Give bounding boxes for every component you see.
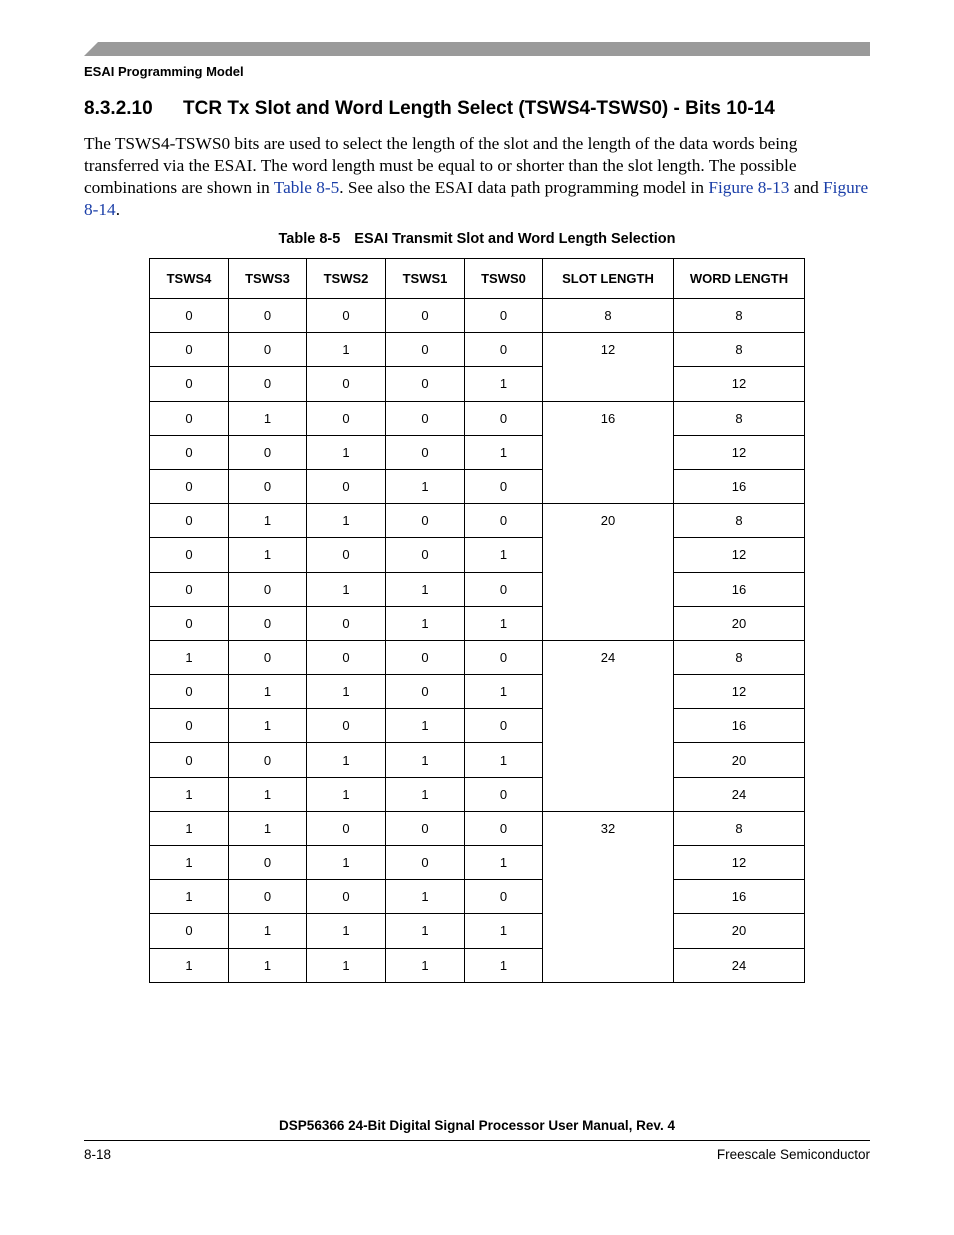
running-head: ESAI Programming Model (84, 64, 244, 79)
bit-cell-tsws1: 1 (386, 743, 465, 777)
table-row (150, 401, 805, 435)
table-row (150, 914, 805, 948)
table-row (150, 299, 805, 333)
bit-cell-tsws0: 1 (465, 846, 543, 880)
bit-cell-tsws1: 0 (386, 675, 465, 709)
bit-cell-tsws4: 1 (150, 777, 229, 811)
header-bar (84, 42, 870, 56)
bit-cell-tsws3: 0 (229, 333, 307, 367)
paragraph-text-1: The TSWS4-TSWS0 bits are used to select the length of the slot and the length of the data words being transferred via the ESAI. The word length must be equal to or shorter than the slot length. The possible combinations are shown in (84, 134, 798, 197)
bit-cell-tsws3: 0 (229, 572, 307, 606)
slot-length-cell: 20 (543, 504, 674, 641)
word-length-cell: 24 (674, 948, 805, 982)
bit-cell-tsws0: 0 (465, 777, 543, 811)
bit-cell-tsws2: 1 (307, 846, 386, 880)
header-tsws4: TSWS4 (150, 259, 229, 299)
bit-cell-tsws0: 0 (465, 811, 543, 845)
paragraph-text-4: . (115, 200, 121, 219)
section-heading (84, 98, 775, 120)
bit-cell-tsws4: 0 (150, 709, 229, 743)
table-row (150, 640, 805, 674)
bit-cell-tsws2: 0 (307, 709, 386, 743)
word-length-cell: 12 (674, 675, 805, 709)
bit-cell-tsws4: 1 (150, 846, 229, 880)
word-length-cell: 12 (674, 367, 805, 401)
bit-cell-tsws1: 1 (386, 914, 465, 948)
bit-cell-tsws1: 0 (386, 846, 465, 880)
bit-cell-tsws1: 1 (386, 469, 465, 503)
header-slot-length: SLOT LENGTH (543, 259, 674, 299)
table-row (150, 367, 805, 401)
header-tsws0: TSWS0 (465, 259, 543, 299)
word-length-cell: 8 (674, 333, 805, 367)
word-length-cell: 8 (674, 504, 805, 538)
bit-cell-tsws2: 0 (307, 469, 386, 503)
bit-cell-tsws0: 1 (465, 675, 543, 709)
word-length-cell: 16 (674, 880, 805, 914)
word-length-cell: 8 (674, 401, 805, 435)
table-caption (0, 231, 954, 247)
footer-divider (84, 1140, 870, 1141)
bit-cell-tsws4: 0 (150, 367, 229, 401)
header-word-length: WORD LENGTH (674, 259, 805, 299)
bit-cell-tsws0: 0 (465, 469, 543, 503)
bit-cell-tsws3: 1 (229, 675, 307, 709)
bit-cell-tsws2: 1 (307, 435, 386, 469)
bit-cell-tsws4: 0 (150, 606, 229, 640)
bit-cell-tsws1: 1 (386, 880, 465, 914)
bit-cell-tsws1: 0 (386, 333, 465, 367)
bit-cell-tsws3: 0 (229, 299, 307, 333)
table-row (150, 846, 805, 880)
header-tsws2: TSWS2 (307, 259, 386, 299)
bit-cell-tsws0: 0 (465, 880, 543, 914)
table-row (150, 811, 805, 845)
bit-cell-tsws0: 0 (465, 299, 543, 333)
header-bar-shape (84, 42, 870, 56)
slot-length-cell: 24 (543, 640, 674, 811)
word-length-cell: 12 (674, 846, 805, 880)
bit-cell-tsws2: 0 (307, 299, 386, 333)
header-tsws1: TSWS1 (386, 259, 465, 299)
slot-length-cell: 16 (543, 401, 674, 504)
word-length-cell: 20 (674, 743, 805, 777)
bit-cell-tsws3: 0 (229, 880, 307, 914)
bit-cell-tsws4: 0 (150, 504, 229, 538)
figure-8-13-link[interactable]: Figure 8-13 (708, 178, 790, 197)
word-length-cell: 20 (674, 606, 805, 640)
bit-cell-tsws1: 1 (386, 948, 465, 982)
bit-cell-tsws1: 1 (386, 777, 465, 811)
bit-cell-tsws3: 1 (229, 401, 307, 435)
table-row (150, 469, 805, 503)
bit-cell-tsws2: 1 (307, 333, 386, 367)
table-row (150, 606, 805, 640)
bit-cell-tsws2: 0 (307, 811, 386, 845)
bit-cell-tsws1: 0 (386, 299, 465, 333)
table-body (150, 299, 805, 983)
word-length-cell: 12 (674, 538, 805, 572)
bit-cell-tsws3: 0 (229, 743, 307, 777)
bit-cell-tsws2: 0 (307, 606, 386, 640)
bit-cell-tsws4: 1 (150, 948, 229, 982)
bit-cell-tsws4: 0 (150, 743, 229, 777)
table-caption-label: Table 8-5 (278, 231, 341, 247)
table-caption-text: ESAI Transmit Slot and Word Length Selection (354, 231, 676, 247)
table-row (150, 333, 805, 367)
bit-cell-tsws4: 0 (150, 538, 229, 572)
bit-cell-tsws0: 0 (465, 401, 543, 435)
table-row (150, 572, 805, 606)
bit-cell-tsws2: 1 (307, 675, 386, 709)
table-row (150, 675, 805, 709)
word-length-cell: 16 (674, 709, 805, 743)
word-length-cell: 8 (674, 811, 805, 845)
bit-cell-tsws4: 1 (150, 640, 229, 674)
bit-cell-tsws3: 1 (229, 811, 307, 845)
bit-cell-tsws4: 0 (150, 572, 229, 606)
table-row (150, 709, 805, 743)
table-row (150, 538, 805, 572)
table-8-5-link[interactable]: Table 8-5 (273, 178, 340, 197)
bit-cell-tsws4: 1 (150, 811, 229, 845)
bit-cell-tsws2: 1 (307, 572, 386, 606)
body-paragraph (84, 133, 874, 221)
bit-cell-tsws1: 0 (386, 367, 465, 401)
bit-cell-tsws3: 0 (229, 846, 307, 880)
bit-cell-tsws2: 0 (307, 367, 386, 401)
paragraph-text-2: . See also the ESAI data path programming model in (339, 178, 709, 197)
table-row (150, 504, 805, 538)
bit-cell-tsws4: 0 (150, 401, 229, 435)
table-header-row (150, 259, 805, 299)
bit-cell-tsws2: 0 (307, 640, 386, 674)
bit-cell-tsws2: 1 (307, 743, 386, 777)
paragraph-text-3: and (789, 178, 824, 197)
bit-cell-tsws2: 1 (307, 914, 386, 948)
bit-cell-tsws0: 0 (465, 504, 543, 538)
bit-cell-tsws1: 0 (386, 504, 465, 538)
section-number: 8.3.2.10 (84, 98, 153, 119)
bit-cell-tsws1: 0 (386, 538, 465, 572)
table-row (150, 435, 805, 469)
slot-length-cell: 32 (543, 811, 674, 982)
table-row (150, 880, 805, 914)
bit-cell-tsws0: 1 (465, 367, 543, 401)
bit-cell-tsws2: 1 (307, 504, 386, 538)
bit-cell-tsws3: 0 (229, 367, 307, 401)
bit-cell-tsws3: 1 (229, 538, 307, 572)
bit-cell-tsws2: 0 (307, 401, 386, 435)
bit-cell-tsws1: 1 (386, 709, 465, 743)
bit-cell-tsws4: 0 (150, 469, 229, 503)
word-length-cell: 24 (674, 777, 805, 811)
bit-cell-tsws1: 0 (386, 401, 465, 435)
footer-manual-title: DSP56366 24-Bit Digital Signal Processor User Manual, Rev. 4 (279, 1118, 675, 1133)
bit-cell-tsws0: 1 (465, 435, 543, 469)
bit-cell-tsws0: 0 (465, 709, 543, 743)
bit-cell-tsws1: 0 (386, 640, 465, 674)
slot-length-cell: 8 (543, 299, 674, 333)
bit-cell-tsws0: 1 (465, 914, 543, 948)
word-length-cell: 8 (674, 640, 805, 674)
bit-cell-tsws4: 0 (150, 675, 229, 709)
table-row (150, 777, 805, 811)
bit-cell-tsws2: 1 (307, 777, 386, 811)
page-number: 8-18 (84, 1147, 112, 1162)
bit-cell-tsws0: 0 (465, 572, 543, 606)
bit-cell-tsws2: 0 (307, 538, 386, 572)
bit-cell-tsws4: 0 (150, 333, 229, 367)
bit-cell-tsws3: 0 (229, 469, 307, 503)
publisher-name: Freescale Semiconductor (716, 1147, 870, 1162)
header-tsws3: TSWS3 (229, 259, 307, 299)
figure-8-14-link[interactable]: Figure 8-14 (84, 178, 869, 219)
bit-cell-tsws3: 1 (229, 504, 307, 538)
bit-cell-tsws3: 1 (229, 914, 307, 948)
bit-cell-tsws1: 0 (386, 811, 465, 845)
esai-slot-word-length-table (149, 258, 805, 983)
bit-cell-tsws0: 0 (465, 333, 543, 367)
word-length-cell: 12 (674, 435, 805, 469)
bit-cell-tsws4: 0 (150, 914, 229, 948)
bit-cell-tsws4: 0 (150, 299, 229, 333)
bit-cell-tsws3: 1 (229, 948, 307, 982)
bit-cell-tsws0: 0 (465, 640, 543, 674)
bit-cell-tsws2: 0 (307, 880, 386, 914)
slot-length-cell: 12 (543, 333, 674, 401)
bit-cell-tsws3: 0 (229, 606, 307, 640)
bit-cell-tsws3: 1 (229, 709, 307, 743)
table-row (150, 743, 805, 777)
bit-cell-tsws3: 0 (229, 435, 307, 469)
bit-cell-tsws0: 1 (465, 948, 543, 982)
table-row (150, 948, 805, 982)
word-length-cell: 16 (674, 572, 805, 606)
bit-cell-tsws1: 1 (386, 606, 465, 640)
bit-cell-tsws4: 1 (150, 880, 229, 914)
word-length-cell: 20 (674, 914, 805, 948)
bit-cell-tsws1: 0 (386, 435, 465, 469)
bit-cell-tsws2: 1 (307, 948, 386, 982)
word-length-cell: 8 (674, 299, 805, 333)
bit-cell-tsws4: 0 (150, 435, 229, 469)
bit-cell-tsws0: 1 (465, 538, 543, 572)
bit-cell-tsws1: 1 (386, 572, 465, 606)
bit-cell-tsws0: 1 (465, 606, 543, 640)
word-length-cell: 16 (674, 469, 805, 503)
bit-cell-tsws0: 1 (465, 743, 543, 777)
bit-cell-tsws3: 1 (229, 777, 307, 811)
section-title: TCR Tx Slot and Word Length Select (TSWS4-TSWS0) - Bits 10-14 (183, 98, 775, 119)
bit-cell-tsws3: 0 (229, 640, 307, 674)
